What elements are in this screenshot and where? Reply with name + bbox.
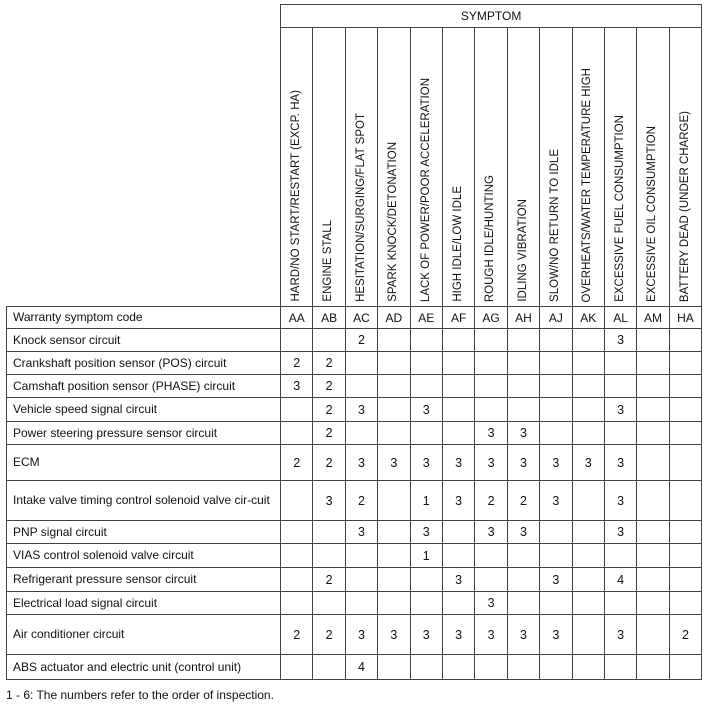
inspection-order-cell: 2 [507, 481, 539, 521]
inspection-order-cell [507, 329, 539, 352]
component-label: Camshaft position sensor (PHASE) circuit [7, 375, 281, 398]
symptom-code-cell: AE [410, 307, 442, 329]
inspection-order-cell [378, 329, 410, 352]
inspection-order-cell [540, 592, 572, 615]
inspection-order-cell [410, 568, 442, 592]
inspection-order-cell [442, 422, 474, 445]
inspection-order-cell [378, 481, 410, 521]
inspection-order-cell [572, 422, 604, 445]
inspection-order-cell: 3 [475, 422, 507, 445]
inspection-order-cell [572, 481, 604, 521]
inspection-order-cell: 2 [313, 375, 345, 398]
inspection-order-cell [313, 544, 345, 568]
inspection-order-cell [669, 445, 702, 481]
symptom-header-cell [313, 28, 345, 307]
inspection-order-cell [540, 329, 572, 352]
symptom-code-cell: AL [604, 307, 636, 329]
inspection-order-cell [669, 521, 702, 544]
warranty-label: Warranty symptom code [7, 307, 281, 329]
inspection-order-cell [281, 329, 313, 352]
symptom-header-cell [669, 28, 702, 307]
inspection-order-cell [475, 544, 507, 568]
symptom-header-label: HARD/NO START/RESTART (EXCP. HA) [289, 90, 302, 302]
inspection-order-cell [637, 352, 669, 375]
inspection-order-cell: 3 [604, 521, 636, 544]
inspection-order-cell [572, 568, 604, 592]
symptom-header-label: ENGINE STALL [322, 220, 335, 302]
inspection-order-cell [281, 521, 313, 544]
inspection-order-cell [669, 481, 702, 521]
inspection-order-cell [669, 329, 702, 352]
inspection-order-cell [410, 655, 442, 680]
table-row [7, 375, 702, 398]
inspection-order-cell: 2 [281, 445, 313, 481]
table-row [7, 521, 702, 544]
inspection-order-cell [637, 544, 669, 568]
table-row [7, 544, 702, 568]
inspection-order-cell: 3 [604, 615, 636, 655]
inspection-order-cell: 3 [442, 481, 474, 521]
inspection-order-cell: 2 [313, 422, 345, 445]
inspection-order-cell: 3 [540, 568, 572, 592]
inspection-order-cell: 3 [378, 445, 410, 481]
inspection-order-cell: 3 [345, 398, 377, 422]
inspection-order-cell [572, 352, 604, 375]
inspection-order-cell: 3 [378, 615, 410, 655]
inspection-order-cell: 2 [313, 568, 345, 592]
symptom-code-cell: AH [507, 307, 539, 329]
inspection-order-cell [410, 352, 442, 375]
inspection-order-cell [281, 655, 313, 680]
inspection-order-cell [637, 329, 669, 352]
inspection-order-cell [507, 568, 539, 592]
inspection-order-cell [410, 592, 442, 615]
inspection-order-cell [669, 375, 702, 398]
inspection-order-cell [507, 592, 539, 615]
inspection-order-cell [442, 398, 474, 422]
symptom-header-cell [475, 28, 507, 307]
table-row [7, 422, 702, 445]
inspection-order-cell [540, 352, 572, 375]
inspection-order-cell [281, 568, 313, 592]
inspection-order-cell [540, 375, 572, 398]
inspection-order-cell [507, 398, 539, 422]
inspection-order-cell [637, 398, 669, 422]
inspection-order-cell [281, 481, 313, 521]
inspection-order-cell: 2 [281, 615, 313, 655]
inspection-order-cell [378, 375, 410, 398]
inspection-order-cell [475, 352, 507, 375]
inspection-order-cell [669, 544, 702, 568]
inspection-order-cell [378, 592, 410, 615]
inspection-order-cell: 3 [410, 398, 442, 422]
inspection-order-cell [442, 375, 474, 398]
symptom-header-cell [410, 28, 442, 307]
symptom-title: SYMPTOM [281, 5, 702, 28]
symptom-code-cell: AA [281, 307, 313, 329]
inspection-order-cell [669, 655, 702, 680]
inspection-order-cell: 3 [345, 445, 377, 481]
symptom-header-label: EXCESSIVE FUEL CONSUMPTION [613, 115, 626, 302]
inspection-order-cell [281, 592, 313, 615]
inspection-order-cell [540, 422, 572, 445]
symptom-header-label: IDLING VIBRATION [516, 199, 529, 302]
symptom-header-label: LACK OF POWER/POOR ACCELERATION [419, 77, 432, 302]
component-label: ECM [7, 445, 281, 481]
inspection-order-cell: 2 [669, 615, 702, 655]
inspection-order-cell: 3 [507, 422, 539, 445]
symptom-code-cell: AK [572, 307, 604, 329]
inspection-order-cell [507, 544, 539, 568]
symptom-header-cell [540, 28, 572, 307]
inspection-order-cell [604, 544, 636, 568]
inspection-order-cell [345, 352, 377, 375]
symptom-header-label: SLOW/NO RETURN TO IDLE [549, 149, 562, 302]
symptom-code-cell: AC [345, 307, 377, 329]
component-label: PNP signal circuit [7, 521, 281, 544]
inspection-order-cell: 3 [313, 481, 345, 521]
inspection-order-cell [669, 568, 702, 592]
inspection-order-cell [475, 655, 507, 680]
symptom-code-cell: AM [637, 307, 669, 329]
inspection-order-cell [378, 521, 410, 544]
inspection-order-cell: 4 [604, 568, 636, 592]
inspection-order-cell [540, 544, 572, 568]
inspection-order-cell: 3 [604, 398, 636, 422]
inspection-order-cell: 3 [442, 568, 474, 592]
table-row [7, 329, 702, 352]
inspection-order-cell [345, 568, 377, 592]
inspection-order-cell: 3 [345, 521, 377, 544]
inspection-order-cell: 3 [410, 615, 442, 655]
symptom-code-cell: AJ [540, 307, 572, 329]
inspection-order-cell [507, 655, 539, 680]
inspection-order-cell [637, 521, 669, 544]
table-row [7, 615, 702, 655]
symptom-header-label: SPARK KNOCK/DETONATION [387, 142, 400, 302]
table-row [7, 481, 702, 521]
inspection-order-cell: 2 [313, 352, 345, 375]
inspection-order-cell [604, 375, 636, 398]
inspection-order-cell [378, 422, 410, 445]
inspection-order-cell [281, 422, 313, 445]
component-label: Air conditioner circuit [7, 615, 281, 655]
symptom-code-cell: AB [313, 307, 345, 329]
inspection-order-cell [475, 398, 507, 422]
footnote: 1 - 6: The numbers refer to the order of inspection. [6, 688, 274, 702]
symptom-header-cell [442, 28, 474, 307]
inspection-order-cell: 3 [442, 445, 474, 481]
inspection-order-cell [410, 329, 442, 352]
component-label: Electrical load signal circuit [7, 592, 281, 615]
table-row [7, 398, 702, 422]
inspection-order-cell: 3 [540, 445, 572, 481]
inspection-order-cell [572, 592, 604, 615]
inspection-order-cell [604, 592, 636, 615]
inspection-order-cell [572, 375, 604, 398]
inspection-order-cell [637, 375, 669, 398]
inspection-order-cell [378, 398, 410, 422]
inspection-order-cell [604, 655, 636, 680]
inspection-order-cell [313, 521, 345, 544]
inspection-order-cell [281, 398, 313, 422]
symptom-code-cell: HA [669, 307, 702, 329]
inspection-order-cell: 3 [507, 445, 539, 481]
symptom-header-cell [637, 28, 669, 307]
inspection-order-cell: 3 [475, 592, 507, 615]
symptom-header-cell [281, 28, 313, 307]
inspection-order-cell [378, 544, 410, 568]
component-label: Vehicle speed signal circuit [7, 398, 281, 422]
inspection-order-cell: 3 [540, 481, 572, 521]
table-row [7, 655, 702, 680]
symptom-header-cell [572, 28, 604, 307]
inspection-order-cell: 3 [540, 615, 572, 655]
inspection-order-cell [572, 398, 604, 422]
component-label: Power steering pressure sensor circuit [7, 422, 281, 445]
inspection-order-cell [475, 375, 507, 398]
inspection-order-cell [410, 422, 442, 445]
inspection-order-cell [345, 592, 377, 615]
inspection-order-cell [637, 655, 669, 680]
warranty-code-row [7, 307, 702, 329]
inspection-order-cell [313, 329, 345, 352]
inspection-order-cell: 4 [345, 655, 377, 680]
inspection-order-cell [572, 544, 604, 568]
inspection-order-cell: 2 [313, 398, 345, 422]
table-row [7, 352, 702, 375]
inspection-order-cell [637, 592, 669, 615]
symptom-code-cell: AD [378, 307, 410, 329]
inspection-order-cell: 2 [345, 329, 377, 352]
inspection-order-cell: 3 [604, 481, 636, 521]
inspection-order-cell [345, 544, 377, 568]
inspection-order-cell: 2 [313, 615, 345, 655]
inspection-order-cell: 3 [475, 445, 507, 481]
inspection-order-cell [475, 329, 507, 352]
inspection-order-cell [345, 375, 377, 398]
inspection-order-cell [442, 352, 474, 375]
inspection-order-cell [572, 521, 604, 544]
symptom-header-cell [507, 28, 539, 307]
inspection-order-cell [572, 329, 604, 352]
inspection-order-cell [475, 568, 507, 592]
symptom-header-label: EXCESSIVE OIL CONSUMPTION [646, 126, 659, 302]
inspection-order-cell: 2 [345, 481, 377, 521]
inspection-order-cell: 3 [507, 615, 539, 655]
inspection-order-cell [637, 615, 669, 655]
symptom-matrix-table [6, 4, 702, 680]
inspection-order-cell [442, 592, 474, 615]
component-label: VIAS control solenoid valve circuit [7, 544, 281, 568]
inspection-order-cell [604, 422, 636, 445]
inspection-order-cell [378, 568, 410, 592]
inspection-order-cell [540, 655, 572, 680]
inspection-order-cell: 2 [281, 352, 313, 375]
corner-blank-cell [7, 5, 281, 307]
inspection-order-cell: 3 [442, 615, 474, 655]
inspection-order-cell: 3 [410, 521, 442, 544]
inspection-order-cell: 3 [475, 521, 507, 544]
inspection-order-cell [507, 375, 539, 398]
inspection-order-cell [442, 329, 474, 352]
table-row [7, 592, 702, 615]
component-label: Knock sensor circuit [7, 329, 281, 352]
inspection-order-cell: 3 [507, 521, 539, 544]
inspection-order-cell [378, 655, 410, 680]
symptom-header-label: HIGH IDLE/LOW IDLE [451, 186, 464, 302]
component-label: Refrigerant pressure sensor circuit [7, 568, 281, 592]
table-row [7, 445, 702, 481]
symptom-code-cell: AG [475, 307, 507, 329]
inspection-order-cell: 3 [410, 445, 442, 481]
inspection-order-cell: 3 [475, 615, 507, 655]
inspection-order-cell [637, 422, 669, 445]
inspection-order-cell: 2 [475, 481, 507, 521]
inspection-order-cell: 3 [345, 615, 377, 655]
table-row [7, 568, 702, 592]
component-label: Intake valve timing control solenoid valve cir-cuit [7, 481, 281, 521]
inspection-order-cell: 3 [572, 445, 604, 481]
symptom-header-label: HESITATION/SURGING/FLAT SPOT [354, 113, 367, 302]
symptom-header-cell [604, 28, 636, 307]
inspection-order-cell [669, 398, 702, 422]
inspection-order-cell [378, 352, 410, 375]
inspection-order-cell: 3 [281, 375, 313, 398]
inspection-order-cell [572, 655, 604, 680]
symptom-header-cell [345, 28, 377, 307]
inspection-order-cell [637, 481, 669, 521]
inspection-order-cell [442, 521, 474, 544]
inspection-order-cell [540, 398, 572, 422]
symptom-header-label: ROUGH IDLE/HUNTING [484, 174, 497, 302]
inspection-order-cell [669, 422, 702, 445]
inspection-order-cell [410, 375, 442, 398]
component-label: ABS actuator and electric unit (control unit) [7, 655, 281, 680]
symptom-header-cell [378, 28, 410, 307]
inspection-order-cell [507, 352, 539, 375]
inspection-order-cell [637, 568, 669, 592]
symptom-header-label: OVERHEATS/WATER TEMPERATURE HIGH [581, 67, 594, 302]
inspection-order-cell: 3 [604, 445, 636, 481]
inspection-order-cell: 3 [604, 329, 636, 352]
component-label: Crankshaft position sensor (POS) circuit [7, 352, 281, 375]
inspection-order-cell [345, 422, 377, 445]
inspection-order-cell [540, 521, 572, 544]
inspection-order-cell: 1 [410, 544, 442, 568]
inspection-order-cell: 1 [410, 481, 442, 521]
inspection-order-cell [604, 352, 636, 375]
inspection-order-cell [669, 352, 702, 375]
inspection-order-cell: 2 [313, 445, 345, 481]
symptom-code-cell: AF [442, 307, 474, 329]
inspection-order-cell [313, 592, 345, 615]
inspection-order-cell [442, 544, 474, 568]
inspection-order-cell [281, 544, 313, 568]
inspection-order-cell [442, 655, 474, 680]
inspection-order-cell [669, 592, 702, 615]
inspection-order-cell [572, 615, 604, 655]
inspection-order-cell [637, 445, 669, 481]
symptom-header-label: BATTERY DEAD (UNDER CHARGE) [678, 110, 691, 302]
inspection-order-cell [313, 655, 345, 680]
